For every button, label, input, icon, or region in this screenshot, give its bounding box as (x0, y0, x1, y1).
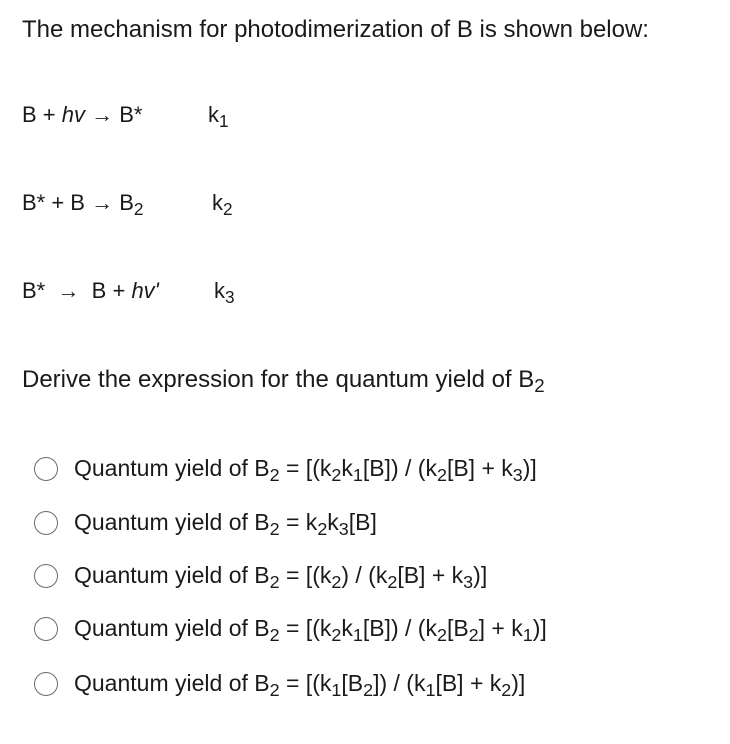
radio-button-icon[interactable] (34, 511, 58, 535)
option-1-label: Quantum yield of $B_2 = [(k_2k_1[B]) / (k_2[B] + k_3)]$ (74, 455, 537, 486)
mechanism-step-2-rate: $k_2$ (212, 190, 233, 219)
mechanism-step-2 (22, 188, 233, 219)
radio-button-icon[interactable] (34, 672, 58, 696)
radio-button-icon[interactable] (34, 457, 58, 481)
question-text: Derive the expression for the quantum yield of $B_2$ (22, 366, 545, 397)
option-5-label: Quantum yield of $B_2 = [(k_1[B_2]) / (k_1[B] + k_2)]$ (74, 670, 526, 701)
mechanism-step-1 (22, 100, 229, 131)
mechanism-step-2-reaction: $B* + B \to B_2$ (22, 190, 144, 219)
mechanism-step-1-reaction: B + hv → B* (22, 102, 143, 127)
mechanism-step-3-rate: $k_3$ (214, 278, 235, 307)
option-2-label: Quantum yield of $B_2 = k_2k_3[B]$ (74, 509, 377, 540)
radio-button-icon[interactable] (34, 564, 58, 588)
radio-button-icon[interactable] (34, 617, 58, 641)
option-3-label: Quantum yield of $B_2 = [(k_2) / (k_2[B] + k_3)]$ (74, 562, 488, 593)
mechanism-step-3-reaction: B* → B + hv' (22, 278, 159, 303)
intro-text: The mechanism for photodimerization of B is shown below: (22, 16, 649, 43)
mechanism-step-3 (22, 276, 235, 307)
option-4-label: Quantum yield of $B_2 = [(k_2k_1[B]) / (k_2[B_2] + k_1)]$ (74, 615, 547, 646)
mechanism-step-1-rate: $k_1$ (208, 102, 229, 131)
